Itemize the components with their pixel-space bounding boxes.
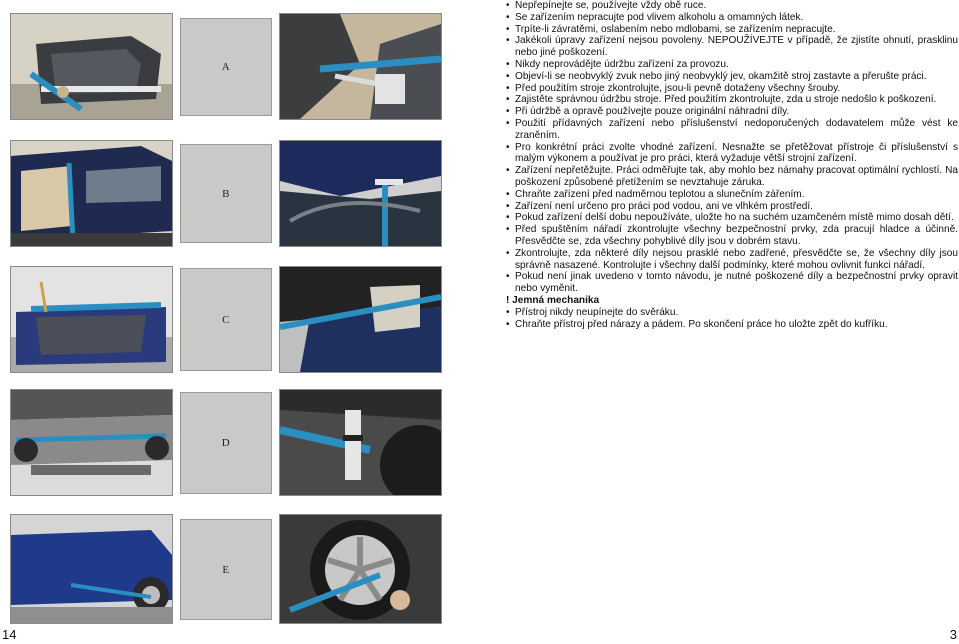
car-underbody-photo (11, 390, 172, 495)
figure-a-right-photo (279, 13, 442, 120)
safety-item: • Nepřepínejte se, používejte vždy obě ruce. (506, 0, 958, 12)
safety-item: • Objeví-li se neobvyklý zvuk nebo jiný neobvyklý jev, okamžitě stroj zastavte a přerušte práci. (506, 71, 958, 83)
safety-item: • Před použitím stroje zkontrolujte, jsou-li pevně dotaženy všechny šrouby. (506, 83, 958, 95)
mechanics-item: • Chraňte přístroj před nárazy a pádem. Po skončení práce ho uložte zpět do kufříku. (506, 319, 958, 331)
safety-item: • Pokud zařízení delší dobu nepoužíváte, uložte ho na suchém uzamčeném místě mimo dosah dětí. (506, 212, 958, 224)
safety-instructions (506, 0, 958, 330)
figure-d-right-photo (279, 389, 442, 496)
safety-item: • Nikdy neprovádějte údržbu zařízení za provozu. (506, 59, 958, 71)
figure-d-label (180, 392, 272, 494)
car-engine-bay-photo (11, 267, 172, 372)
figure-c-label (180, 268, 272, 371)
safety-item: • Trpíte-li závratěmi, oslabením nebo mdlobami, se zařízením nepracujte. (506, 24, 958, 36)
safety-item: • Zařízení nepřetěžujte. Práci odměřujte tak, aby mohlo bez námahy pracovat optimální rychlostí. Na poškození způsobené přetížením se nevztahuje záruka. (506, 165, 958, 189)
safety-item: • Před spuštěním nářadí zkontrolujte všechny bezpečnostní prvky, zda pracují hladce a účinně. Přesvědčte se, zda všechny pohyblivé díly jsou v dobrém stavu. (506, 224, 958, 248)
suspension-tool-photo (280, 390, 441, 495)
figure-label-text: C (222, 313, 230, 326)
figure-label-text: B (222, 187, 230, 200)
safety-item: • Při údržbě a opravě používejte pouze originální náhradní díly. (506, 106, 958, 118)
wheel-rim-tool-photo (280, 515, 441, 623)
pillar-support-photo (280, 141, 441, 246)
figure-b-label (180, 144, 272, 243)
mechanics-heading: ! Jemná mechanika (506, 294, 600, 306)
figure-e-label (180, 519, 272, 620)
tool-crossbar-photo (280, 14, 441, 119)
safety-item: • Pro konkrétní práci zvolte vhodné zařízení. Nesnažte se přetěžovat přístroje či příslušenství s malým výkonem a používat je pro práci, která vyžaduje větší strojní zařízení. (506, 142, 958, 166)
figure-c-right-photo (279, 266, 442, 373)
page-number-right: 3 (949, 627, 957, 642)
safety-item: • Zkontrolujte, zda některé díly nejsou prasklé nebo zadřené, přesvědčte se, že všechny díly jsou správně nasazené. Kontrolujte i všechny další podmínky, které mohou ovlivnit funkci nářadí. (506, 248, 958, 272)
safety-item: • Zařízení není určeno pro práci pod vodou, ani ve vlhkém prostředí. (506, 201, 958, 213)
figure-a-left-photo (10, 13, 173, 120)
car-door-opening-photo (11, 141, 172, 246)
car-front-frame-photo (11, 14, 172, 119)
car-interior-bar-photo (280, 267, 441, 372)
mechanics-item: • Přístroj nikdy neupínejte do svěráku. (506, 307, 958, 319)
figure-e-right-photo (279, 514, 442, 624)
figure-a-label (180, 18, 272, 116)
page-number-left: 14 (2, 627, 17, 642)
figure-b-right-photo (279, 140, 442, 247)
figure-e-left-photo (10, 514, 173, 624)
figure-b-left-photo (10, 140, 173, 247)
safety-item: • Použití přídavných zařízení nebo příslušenství nedoporučených dodavatelem může vést ke zraněním. (506, 118, 958, 142)
safety-item: • Pokud není jinak uvedeno v tomto návodu, je nutné poškozené díly a bezpečnostní prvky opravit nebo vyměnit. (506, 271, 958, 295)
figure-d-left-photo (10, 389, 173, 496)
safety-item: • Chraňte zařízení před nadměrnou teplotou a slunečním zářením. (506, 189, 958, 201)
safety-item: • Jakékoli úpravy zařízení nejsou povoleny. NEPOUŽÍVEJTE v případě, že zjistíte ohnutí, prasklinu nebo jiné poškození. (506, 35, 958, 59)
figure-label-text: D (221, 437, 231, 449)
figure-c-left-photo (10, 266, 173, 373)
figure-label-text: A (221, 61, 231, 73)
safety-list (506, 0, 958, 330)
car-side-wheel-photo (11, 515, 172, 623)
safety-item: • Se zařízením nepracujte pod vlivem alkoholu a omamných látek. (506, 12, 958, 24)
safety-item: • Zajistěte správnou údržbu stroje. Před použitím zkontrolujte, zda u stroje nedošlo k poškození. (506, 94, 958, 106)
figure-label-text: E (222, 563, 230, 576)
